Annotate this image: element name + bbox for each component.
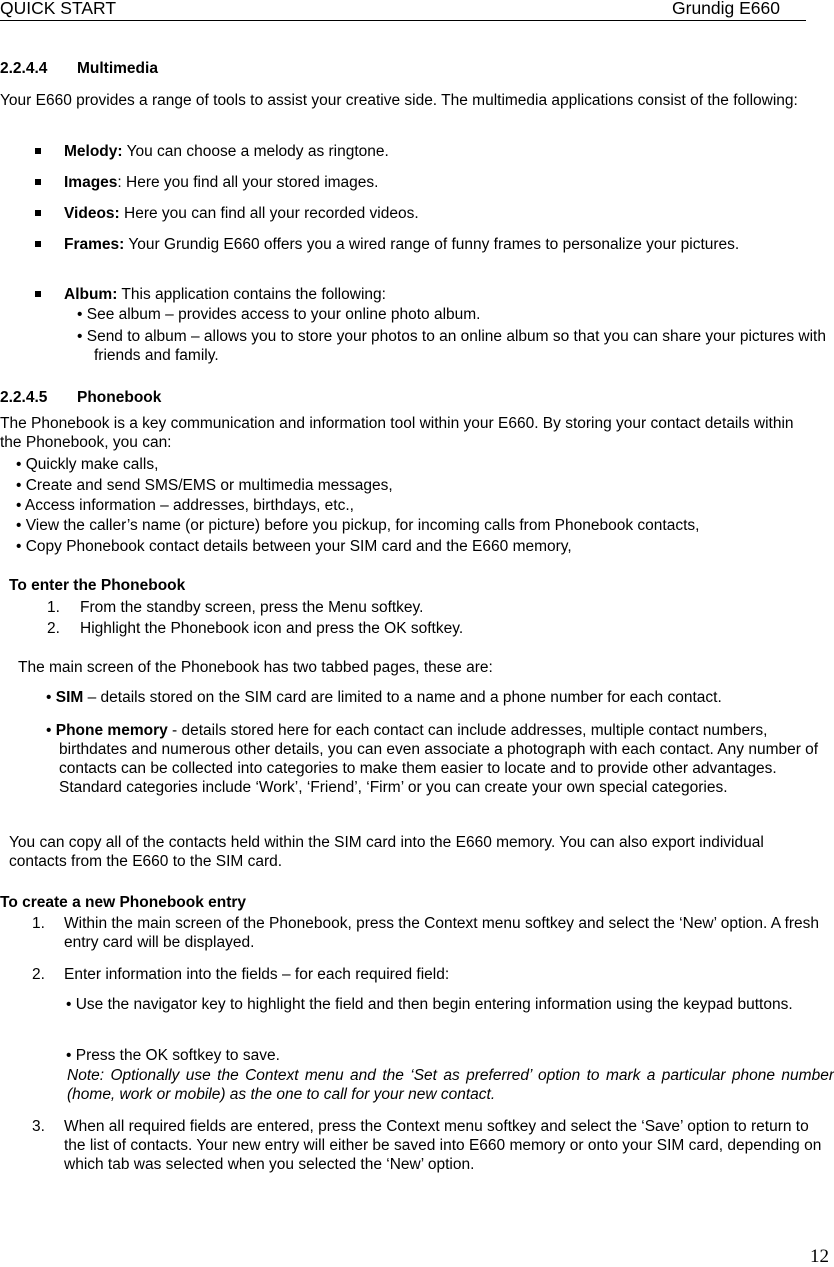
square-bullet-icon	[35, 148, 41, 154]
phonebook-bullet: • Create and send SMS/EMS or multimedia messages,	[16, 477, 393, 494]
create-step-text: Within the main screen of the Phonebook, press the Context menu softkey and select the ‘New’ option. A fresh entry card will be displayed.	[64, 915, 820, 951]
multimedia-item: Images: Here you find all your stored images.	[64, 174, 379, 191]
square-bullet-icon	[35, 179, 41, 185]
header-left: QUICK START	[0, 0, 117, 18]
multimedia-item: Videos: Here you can find all your recorded videos.	[64, 205, 419, 222]
create-step2-bullet: • Press the OK softkey to save.	[66, 1047, 280, 1064]
header-right: Grundig E660	[672, 0, 780, 18]
enter-step-number: 2.	[47, 620, 60, 637]
tab-description-phone-memory: • Phone memory - details stored here for each contact can include addresses, multiple contact numbers, birthdates and numerous other details, you can even associate a photograph with each contact. Any number of contacts can be collected into categories to make them easier to locate and to provide other advantages. Standard categories include ‘Work’, ‘Friend’, ‘Firm’ or you can create your own special categories.	[46, 722, 819, 796]
phonebook-intro: The Phonebook is a key communication and information tool within your E660. By storing your contact details within the Phonebook, you can:	[0, 415, 794, 451]
album-sub-item: • See album – provides access to your online photo album.	[77, 306, 481, 323]
create-step-number: 1.	[32, 915, 45, 932]
section-number-multimedia: 2.2.4.4	[0, 60, 48, 77]
enter-phonebook-heading: To enter the Phonebook	[9, 577, 186, 594]
phonebook-bullet: • Quickly make calls,	[16, 456, 159, 473]
section-number-phonebook: 2.2.4.5	[0, 389, 48, 406]
square-bullet-icon	[35, 241, 41, 247]
create-entry-heading: To create a new Phonebook entry	[0, 894, 247, 911]
phonebook-bullet: • View the caller’s name (or picture) before you pickup, for incoming calls from Phonebook contacts,	[16, 517, 700, 534]
preferred-number-note: Note: Optionally use the Context menu and the ‘Set as preferred’ option to mark a particular phone number (home, work or mobile) as the one to call for your new contact.	[67, 1067, 834, 1103]
square-bullet-icon	[35, 210, 41, 216]
enter-step-text: Highlight the Phonebook icon and press the OK softkey.	[80, 620, 464, 637]
create-step2-bullet: • Use the navigator key to highlight the field and then begin entering information using the keypad buttons.	[66, 996, 793, 1013]
enter-step-text: From the standby screen, press the Menu softkey.	[80, 599, 424, 616]
album-sub-item: • Send to album – allows you to store your photos to an online album so that you can share your pictures with friends and family.	[77, 328, 826, 364]
header-rule	[0, 20, 806, 21]
multimedia-item: Album: This application contains the following:	[64, 286, 386, 303]
section-title-phonebook: Phonebook	[77, 389, 162, 406]
copy-contacts-text: You can copy all of the contacts held within the SIM card into the E660 memory. You can also export individual contacts from the E660 to the SIM card.	[9, 834, 764, 870]
tab-description-sim: • SIM – details stored on the SIM card are limited to a name and a phone number for each contact.	[46, 689, 722, 706]
square-bullet-icon	[35, 291, 41, 297]
create-step-number: 2.	[32, 966, 45, 983]
multimedia-intro: Your E660 provides a range of tools to assist your creative side. The multimedia applications consist of the following:	[0, 92, 798, 109]
tabs-intro: The main screen of the Phonebook has two tabbed pages, these are:	[18, 659, 493, 676]
create-step-text: When all required fields are entered, press the Context menu softkey and select the ‘Save’ option to return to the list of contacts. Your new entry will either be saved into E660 memory or onto your SIM card, depending on which tab was selected when you selected the ‘New’ option.	[64, 1118, 822, 1173]
create-step-number: 3.	[32, 1118, 45, 1135]
section-title-multimedia: Multimedia	[77, 60, 158, 77]
enter-step-number: 1.	[47, 599, 60, 616]
create-step-text: Enter information into the fields – for each required field:	[64, 966, 450, 983]
phonebook-bullet: • Access information – addresses, birthdays, etc.,	[16, 497, 354, 514]
multimedia-item: Melody: You can choose a melody as ringtone.	[64, 143, 389, 160]
multimedia-item: Frames: Your Grundig E660 offers you a wired range of funny frames to personalize your pictures.	[64, 236, 740, 253]
page-number: 12	[810, 1246, 829, 1267]
phonebook-bullet: • Copy Phonebook contact details between your SIM card and the E660 memory,	[16, 538, 572, 555]
